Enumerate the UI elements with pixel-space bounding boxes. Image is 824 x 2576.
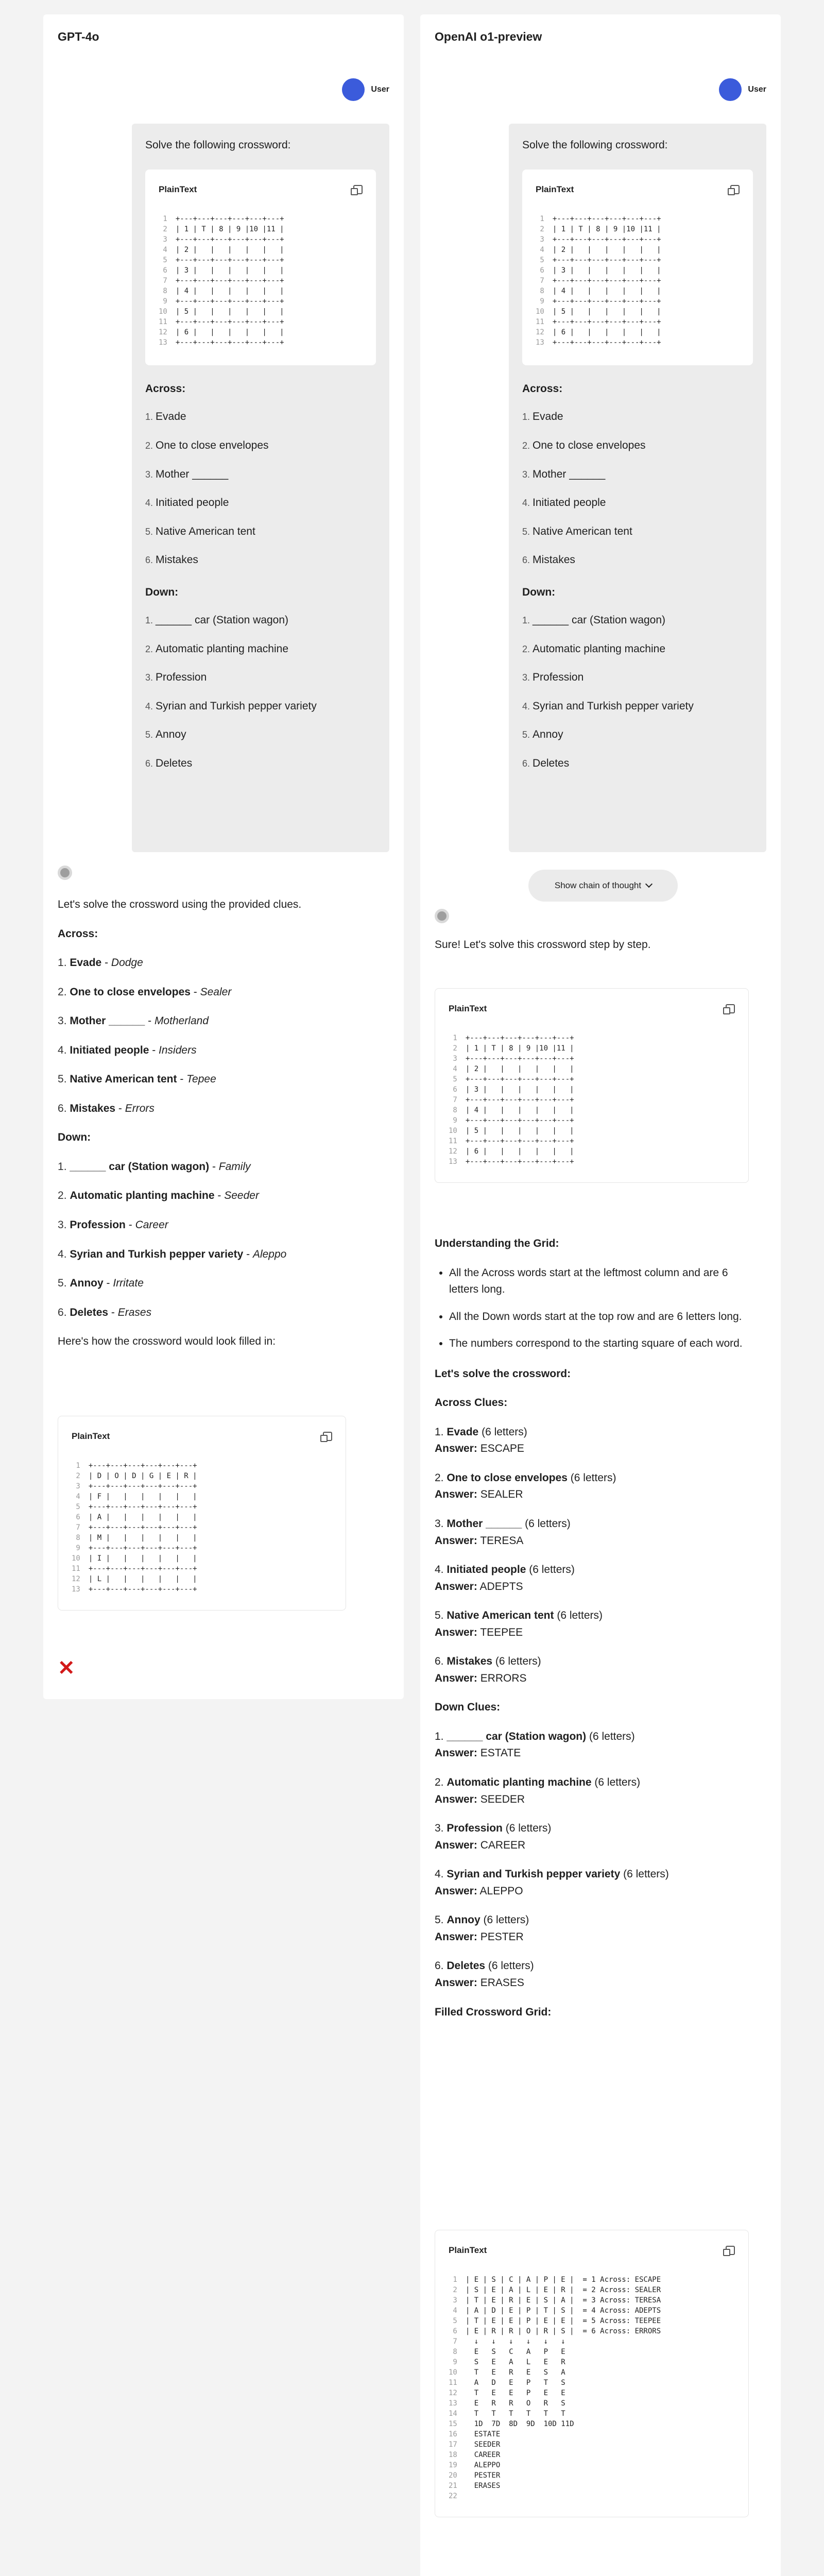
list-item: Deletes	[156, 757, 193, 769]
across-answers	[58, 955, 346, 1117]
avatar	[719, 78, 742, 101]
code-content	[536, 214, 740, 348]
down-heading: Down:	[58, 1131, 91, 1144]
answer-intro: Let's solve the crossword using the provided clues.	[58, 899, 302, 910]
solve-heading: Let's solve the crossword:	[435, 1367, 571, 1380]
code-header	[449, 2244, 735, 2257]
down-clues	[522, 612, 753, 772]
line-numbers: 1 2 3 4 5 6 7 8 9 10 11 12 13	[72, 1462, 80, 1594]
filled-grid: +---+---+---+---+---+---+ | D | O | D | G | E | R | +---+---+---+---+---+---+ | F | | | | | | +---+---+---+---+---+---+ | A | | | | | | +---+---+---+---+---+---+ | M | | | | | | +---+---+---+---+---+---+ | I | | | | | | +---+---+---+---+---+---+ | L | | | | | | +---+---+---+---+---+---+	[88, 1462, 197, 1594]
list-item: Evade	[156, 411, 186, 423]
list-item: Automatic planting machine	[533, 642, 666, 655]
avatar	[342, 78, 365, 101]
code-content	[449, 2275, 735, 2501]
assistant-answer-intro	[435, 937, 723, 966]
prompt-intro: Solve the following crossword:	[145, 139, 291, 151]
line-numbers: 1 2 3 4 5 6 7 8 9 10 11 12 13	[159, 214, 167, 347]
copy-icon[interactable]	[726, 2246, 735, 2255]
down-answer: 1. ______ car (Station wagon) (6 letters) Answer: ESTATE	[435, 1730, 635, 1759]
list-item: Mistakes	[156, 554, 198, 566]
prompt-intro: Solve the following crossword:	[522, 139, 668, 151]
chevron-down-icon	[645, 880, 653, 888]
show-chain-of-thought-button[interactable]	[528, 870, 678, 902]
across-clues	[522, 409, 753, 568]
list-item: Native American tent - Tepee	[70, 1073, 216, 1086]
understanding-list	[435, 1265, 749, 1352]
list-item: Native American tent	[156, 525, 255, 537]
list-item: Syrian and Turkish pepper variety - Aleppo	[70, 1248, 287, 1260]
chain-button-label: Show chain of thought	[554, 880, 642, 890]
copy-icon[interactable]	[323, 1432, 332, 1441]
answer-intro: Sure! Let's solve this crossword step by step.	[435, 939, 651, 951]
list-item: • All the Across words start at the leftmost column and are 6 letters long.	[449, 1265, 749, 1298]
across-clues-heading: Across Clues:	[435, 1397, 508, 1409]
code-block	[435, 2230, 749, 2517]
across-heading: Across:	[522, 382, 563, 395]
list-item: Deletes - Erases	[70, 1306, 152, 1318]
across-answer: 2. One to close envelopes (6 letters) Answer: SEALER	[435, 1471, 616, 1501]
copy-icon[interactable]	[726, 1004, 735, 1013]
copy-icon[interactable]	[353, 185, 363, 194]
down-heading: Down:	[145, 586, 179, 598]
down-answer: 6. Deletes (6 letters) Answer: ERASES	[435, 1960, 534, 1989]
assistant-icon	[58, 866, 72, 880]
list-item: Evade - Dodge	[70, 957, 143, 969]
line-numbers: 1 2 3 4 5 6 7 8 9 10 11 12 13 14 15 16 17 18 19 20 21 22	[449, 2276, 457, 2501]
down-answer: 4. Syrian and Turkish pepper variety (6 letters) Answer: ALEPPO	[435, 1868, 669, 1897]
assistant-answer-body	[435, 1235, 749, 2033]
down-clues-heading: Down Clues:	[435, 1701, 501, 1714]
user-header	[719, 78, 766, 101]
across-answer: 6. Mistakes (6 letters) Answer: ERRORS	[435, 1655, 541, 1684]
assistant-icon	[435, 909, 449, 923]
list-item: Profession	[156, 671, 207, 684]
list-item: Initiated people	[156, 497, 229, 509]
down-heading: Down:	[522, 586, 556, 598]
copy-icon[interactable]	[730, 185, 740, 194]
list-item: Syrian and Turkish pepper variety	[156, 700, 317, 712]
filled-intro: Here's how the crossword would look filled in:	[58, 1335, 276, 1348]
across-answer: 1. Evade (6 letters) Answer: ESCAPE	[435, 1426, 527, 1455]
list-item: • The numbers correspond to the starting square of each word.	[449, 1335, 749, 1352]
list-item: Annoy	[533, 728, 563, 741]
down-answer: 2. Automatic planting machine (6 letters) Answer: SEEDER	[435, 1776, 641, 1805]
list-item: Evade	[533, 411, 563, 423]
list-item: Mother ______	[156, 468, 229, 480]
code-header	[449, 1002, 735, 1015]
line-numbers: 1 2 3 4 5 6 7 8 9 10 11 12 13	[536, 214, 544, 347]
code-language: PlainText	[449, 1004, 487, 1013]
list-item: Automatic planting machine - Seeder	[70, 1190, 259, 1202]
code-header	[536, 183, 740, 196]
gpt4o-panel	[43, 14, 404, 1699]
list-item: Mistakes - Errors	[70, 1102, 154, 1114]
code-block	[522, 170, 753, 365]
across-answer: 3. Mother ______ (6 letters) Answer: TERESA	[435, 1518, 571, 1547]
across-clues	[145, 409, 376, 568]
assistant-answer	[58, 896, 346, 1363]
list-item: Annoy	[156, 728, 186, 741]
list-item: Mistakes	[533, 554, 575, 566]
list-item: Deletes	[533, 757, 570, 769]
filled-grid-heading: Filled Crossword Grid:	[435, 2006, 552, 2018]
understanding-heading: Understanding the Grid:	[435, 1238, 559, 1249]
code-language: PlainText	[449, 2245, 487, 2255]
user-label: User	[371, 84, 389, 94]
list-item: Native American tent	[533, 525, 632, 537]
list-item: Annoy - Irritate	[70, 1277, 144, 1290]
panel-title: GPT-4o	[58, 30, 99, 43]
user-label: User	[748, 84, 766, 94]
user-prompt	[509, 124, 766, 852]
down-answers	[58, 1159, 346, 1321]
o1-preview-panel	[420, 14, 781, 2576]
list-item: Mother ______ - Motherland	[70, 1015, 209, 1027]
list-item: Automatic planting machine	[156, 642, 289, 655]
code-header	[159, 183, 363, 196]
code-block	[58, 1416, 346, 1611]
list-item: Profession	[533, 671, 584, 684]
list-item: One to close envelopes	[533, 439, 646, 451]
code-language: PlainText	[159, 184, 197, 194]
down-answer: 5. Annoy (6 letters) Answer: PESTER	[435, 1914, 529, 1943]
list-item: Syrian and Turkish pepper variety	[533, 700, 694, 712]
filled-grid: | E | S | C | A | P | E | = 1 Across: ESCAPE | S | E | A | L | E | R | = 2 Across: SEALER | T | E | R | E | S | A | = 3 Across: TERESA | A | D | E | P | T | S | = 4 Across: ADEPTS | T | E | E | P | E | E | = 5 Across: TEEPEE | E | R | R | O | R | S | = 6 Across: ERRORS ↓ ↓ ↓ ↓ ↓ ↓ E S C A P E S E A L E R T E R E S A A D E P T S T E E P E E E R R O R S T T T T T T 1D 7D 8D 9D 10D 11D ESTATE SEEDER CAREER ALEPPO PESTER ERASES	[465, 2276, 661, 2490]
across-heading: Across:	[145, 382, 186, 395]
code-content	[72, 1461, 332, 1595]
list-item: Initiated people	[533, 497, 606, 509]
code-block	[435, 988, 749, 1183]
across-answer: 4. Initiated people (6 letters) Answer: ADEPTS	[435, 1564, 575, 1592]
panel-title: OpenAI o1-preview	[435, 30, 542, 43]
across-heading: Across:	[58, 927, 98, 940]
code-language: PlainText	[536, 184, 574, 194]
code-content	[449, 1033, 735, 1167]
list-item: ______ car (Station wagon)	[533, 614, 666, 626]
list-item: One to close envelopes	[156, 439, 269, 451]
across-answer: 5. Native American tent (6 letters) Answer: TEEPEE	[435, 1609, 603, 1638]
list-item: Profession - Career	[70, 1219, 168, 1231]
list-item: Initiated people - Insiders	[70, 1044, 197, 1056]
down-clues	[145, 612, 376, 772]
user-header	[342, 78, 389, 101]
crossword-grid: +---+---+---+---+---+---+ | 1 | T | 8 | 9 |10 |11 | +---+---+---+---+---+---+ | 2 | | | | | | +---+---+---+---+---+---+ | 3 | | | | | | +---+---+---+---+---+---+ | 4 | | | | | | +---+---+---+---+---+---+ | 5 | | | | | | +---+---+---+---+---+---+ | 6 | | | | | | +---+---+---+---+---+---+	[552, 214, 661, 347]
code-language: PlainText	[72, 1431, 110, 1441]
code-content	[159, 214, 363, 348]
user-prompt	[132, 124, 389, 852]
list-item: Mother ______	[533, 468, 606, 480]
crossword-grid: +---+---+---+---+---+---+ | 1 | T | 8 | 9 |10 |11 | +---+---+---+---+---+---+ | 2 | | | | | | +---+---+---+---+---+---+ | 3 | | | | | | +---+---+---+---+---+---+ | 4 | | | | | | +---+---+---+---+---+---+ | 5 | | | | | | +---+---+---+---+---+---+ | 6 | | | | | | +---+---+---+---+---+---+	[465, 1034, 574, 1166]
list-item: • All the Down words start at the top row and are 6 letters long.	[449, 1309, 749, 1326]
down-answer: 3. Profession (6 letters) Answer: CAREER	[435, 1822, 552, 1851]
code-header	[72, 1430, 332, 1443]
code-block	[145, 170, 376, 365]
incorrect-icon: ✕	[58, 1657, 75, 1680]
list-item: ______ car (Station wagon)	[156, 614, 289, 626]
line-numbers: 1 2 3 4 5 6 7 8 9 10 11 12 13	[449, 1034, 457, 1166]
list-item: One to close envelopes - Sealer	[70, 986, 232, 998]
list-item: ______ car (Station wagon) - Family	[70, 1160, 251, 1173]
crossword-grid: +---+---+---+---+---+---+ | 1 | T | 8 | 9 |10 |11 | +---+---+---+---+---+---+ | 2 | | | | | | +---+---+---+---+---+---+ | 3 | | | | | | +---+---+---+---+---+---+ | 4 | | | | | | +---+---+---+---+---+---+ | 5 | | | | | | +---+---+---+---+---+---+ | 6 | | | | | | +---+---+---+---+---+---+	[175, 214, 284, 347]
